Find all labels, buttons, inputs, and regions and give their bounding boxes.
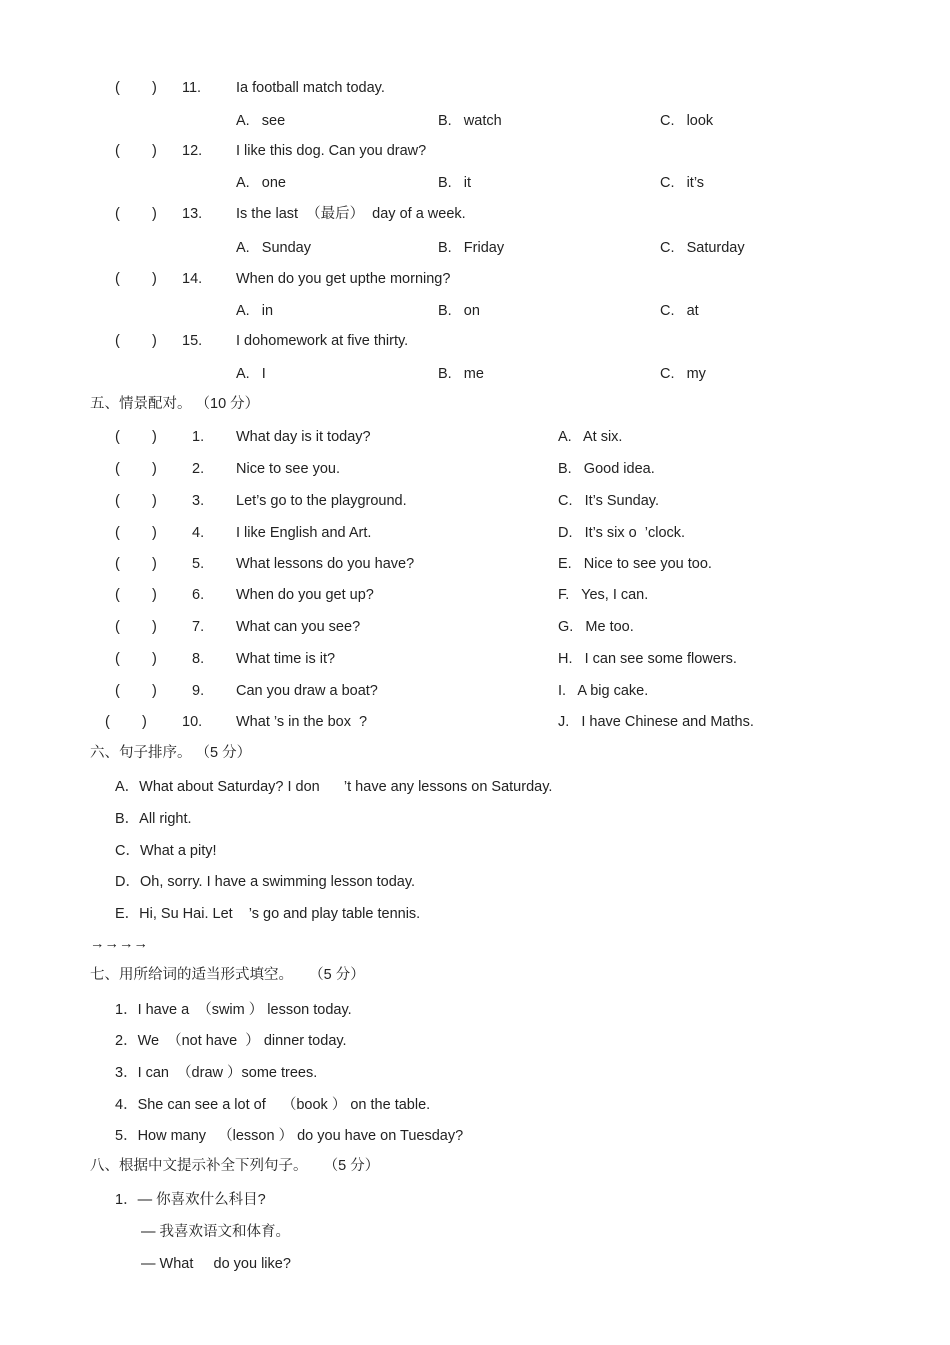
question-number: 12. (182, 143, 203, 159)
answer-option: H. I can see some flowers. (558, 651, 737, 667)
answer-option: G. Me too. (558, 619, 634, 635)
answer-bracket[interactable]: ( ) (115, 80, 157, 96)
question-text: Nice to see you. (236, 461, 340, 477)
question-text: I like English and Art. (236, 525, 372, 541)
option-c: C. my (660, 366, 706, 382)
question-number: 7. (192, 619, 205, 635)
option-a: A. in (236, 303, 274, 319)
question-text: What can you see? (236, 619, 361, 635)
option-c: C. look (660, 113, 714, 129)
dialogue-question-cn: 1．— 你喜欢什么科目? (115, 1192, 266, 1208)
fill-item-1: 1．I have a （swim ） lesson today. (115, 1002, 352, 1018)
question-number: 13. (182, 206, 203, 222)
answer-option: C. It’s Sunday. (558, 493, 660, 509)
option-b: B. it (438, 175, 472, 191)
answer-option: D. It’s six o ’clock. (558, 525, 686, 541)
answer-option: J. I have Chinese and Maths. (558, 714, 754, 730)
answer-bracket[interactable]: ( ) (115, 206, 157, 222)
option-a: A. I (236, 366, 266, 382)
question-text: I dohomework at five thirty. (236, 333, 409, 349)
answer-bracket[interactable]: ( ) (115, 651, 157, 667)
question-text: Can you draw a boat? (236, 683, 378, 699)
answer-bracket[interactable]: ( ) (115, 143, 157, 159)
option-c: C. it’s (660, 175, 705, 191)
option-a: A. Sunday (236, 240, 311, 256)
question-text: I like this dog. Can you draw? (236, 143, 427, 159)
sentence-item-d: D．Oh, sorry. I have a swimming lesson today. (115, 874, 416, 890)
question-number: 2. (192, 461, 205, 477)
option-c: C. at (660, 303, 699, 319)
question-number: 11. (182, 80, 202, 96)
question-text: What ’s in the box ? (236, 714, 368, 730)
answer-bracket[interactable]: ( ) (115, 525, 157, 541)
option-a: A. see (236, 113, 286, 129)
sentence-item-b: B．All right. (115, 811, 192, 827)
question-number: 14. (182, 271, 203, 287)
question-number: 15. (182, 333, 203, 349)
answer-bracket[interactable]: ( ) (115, 461, 157, 477)
answer-bracket[interactable]: ( ) (115, 429, 157, 445)
question-text: When do you get up? (236, 587, 374, 603)
question-text: What lessons do you have? (236, 556, 415, 572)
option-b: B. Friday (438, 240, 505, 256)
order-arrows[interactable]: →→→→ (90, 936, 148, 952)
question-text: Ia football match today. (236, 80, 385, 96)
question-text: What time is it? (236, 651, 336, 667)
question-number: 8. (192, 651, 205, 667)
answer-option: F. Yes, I can. (558, 587, 649, 603)
sentence-item-c: C．What a pity! (115, 843, 217, 859)
question-number: 6. (192, 587, 205, 603)
answer-bracket[interactable]: ( ) (115, 556, 157, 572)
sentence-item-e: E．Hi, Su Hai. Let ’s go and play table tennis. (115, 906, 421, 922)
answer-option: A. At six. (558, 429, 623, 445)
dialogue-answer-cn: — 我喜欢语文和体育。 (141, 1224, 291, 1240)
fill-item-2: 2．We （not have ） dinner today. (115, 1033, 347, 1049)
section5-title: 五、情景配对。 （10 分） (90, 396, 260, 412)
answer-bracket[interactable]: ( ) (115, 333, 157, 349)
option-a: A. one (236, 175, 286, 191)
section7-title: 七、用所给词的适当形式填空。 （5 分） (90, 967, 365, 983)
question-number: 10. (182, 714, 203, 730)
answer-option: E. Nice to see you too. (558, 556, 712, 572)
question-text: Let’s go to the playground. (236, 493, 407, 509)
answer-option: I. A big cake. (558, 683, 649, 699)
answer-bracket[interactable]: ( ) (105, 714, 147, 730)
fill-item-3: 3．I can （draw ）some trees. (115, 1065, 318, 1081)
question-text: Is the last （最后） day of a week. (236, 206, 466, 222)
section8-title: 八、根据中文提示补全下列句子。 （5 分） (90, 1158, 380, 1174)
question-text: When do you get upthe morning? (236, 271, 451, 287)
option-b: B. me (438, 366, 484, 382)
section6-title: 六、句子排序。 （5 分） (90, 745, 252, 761)
question-number: 9. (192, 683, 205, 699)
option-b: B. on (438, 303, 480, 319)
question-number: 1. (192, 429, 205, 445)
answer-option: B. Good idea. (558, 461, 655, 477)
answer-bracket[interactable]: ( ) (115, 619, 157, 635)
option-c: C. Saturday (660, 240, 745, 256)
fill-item-4: 4．She can see a lot of （book ） on the table. (115, 1097, 431, 1113)
answer-bracket[interactable]: ( ) (115, 493, 157, 509)
question-number: 5. (192, 556, 205, 572)
dialogue-question-en: — What do you like? (141, 1256, 291, 1272)
fill-item-5: 5．How many （lesson ） do you have on Tuesday? (115, 1128, 464, 1144)
question-number: 4. (192, 525, 205, 541)
answer-bracket[interactable]: ( ) (115, 587, 157, 603)
sentence-item-a: A．What about Saturday? I don ’t have any lessons on Saturday. (115, 779, 553, 795)
answer-bracket[interactable]: ( ) (115, 271, 157, 287)
option-b: B. watch (438, 113, 502, 129)
question-number: 3. (192, 493, 205, 509)
question-text: What day is it today? (236, 429, 371, 445)
answer-bracket[interactable]: ( ) (115, 683, 157, 699)
